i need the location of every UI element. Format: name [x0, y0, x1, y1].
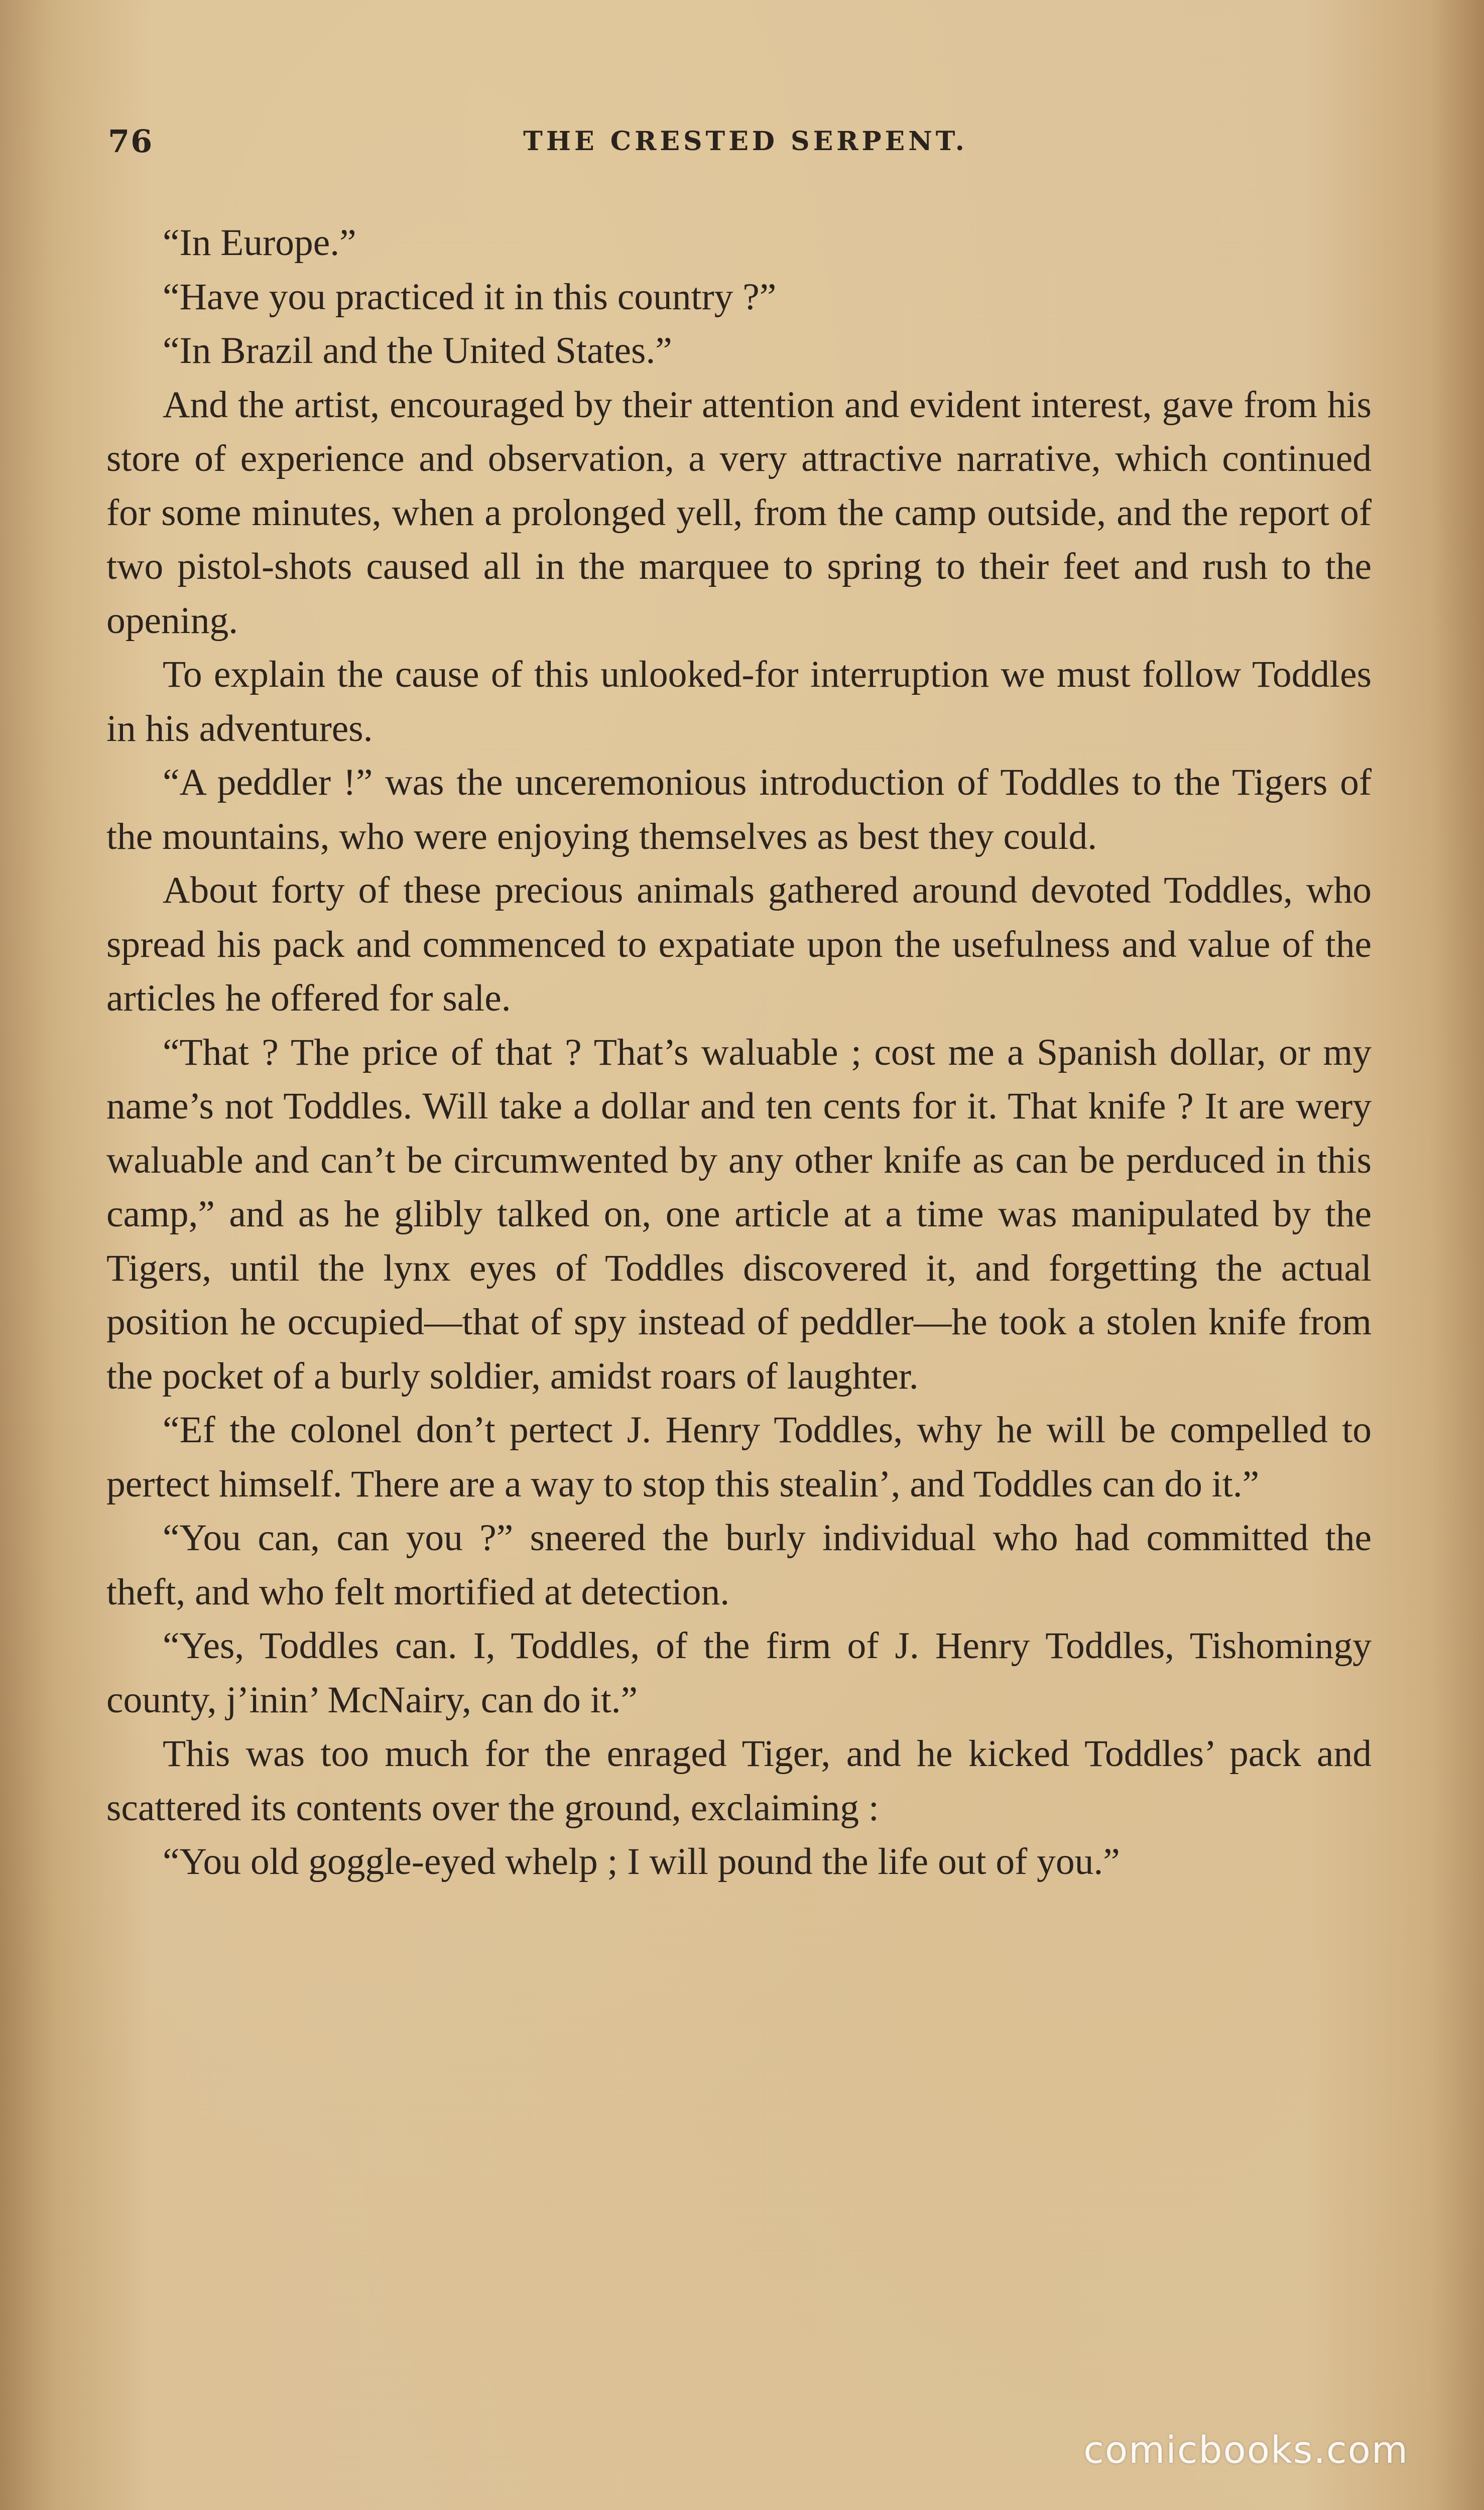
- paragraph: “In Europe.”: [163, 222, 356, 264]
- paragraph: “Yes, Toddles can. I, Toddles, of the firm of J. Henry Toddles, Tishomingy county, j’inin’ McNairy, can do it.”: [106, 1625, 1372, 1721]
- page-header: [108, 123, 1383, 163]
- paragraph: This was too much for the enraged Tiger, and he kicked Toddles’ pack and scattered its contents over the ground, exclaiming :: [106, 1733, 1372, 1829]
- page-number: 76: [108, 123, 154, 160]
- paragraph: “That ? The price of that ? That’s waluable ; cost me a Spanish dollar, or my name’s not Toddles. Will take a dollar and ten cents for it. That knife ? It are wery waluable and can’t be circumwented by any other knife as can be perduced in this camp,” and as he glibly talked on, one article at a time was manipulated by the Tigers, until the lynx eyes of Toddles discovered it, and forgetting the actual position he occupied—that of spy instead of peddler—he took a stolen knife from the pocket of a burly soldier, amidst roars of laughter.: [106, 1031, 1372, 1397]
- paragraph: “You can, can you ?” sneered the burly individual who had committed the theft, and who felt mortified at detection.: [106, 1517, 1372, 1613]
- paragraph: To explain the cause of this unlooked-for interruption we must follow Toddles in his adventures.: [106, 654, 1372, 749]
- running-head: THE CRESTED SERPENT.: [523, 126, 968, 157]
- watermark: comicbooks.com: [1083, 2429, 1409, 2472]
- body-text: [106, 216, 1372, 1889]
- paragraph: “In Brazil and the United States.”: [163, 330, 672, 371]
- paragraph: “A peddler !” was the unceremonious introduction of Toddles to the Tigers of the mountains, who were enjoying themselves as best they could.: [106, 762, 1372, 857]
- paragraph: About forty of these precious animals gathered around devoted Toddles, who spread his pack and commenced to expatiate upon the usefulness and value of the articles he offered for sale.: [106, 869, 1372, 1019]
- paragraph: “Ef the colonel don’t pertect J. Henry Toddles, why he will be compelled to pertect himself. There are a way to stop this stealin’, and Toddles can do it.”: [106, 1409, 1372, 1505]
- paragraph: “Have you practiced it in this country ?”: [163, 276, 777, 318]
- paragraph: And the artist, encouraged by their attention and evident interest, gave from his store of experience and observation, a very attractive narrative, which continued for some minutes, when a prolonged yell, from the camp outside, and the report of two pistol-shots caused all in the marquee to spring to their feet and rush to the opening.: [106, 384, 1372, 642]
- paragraph: “You old goggle-eyed whelp ; I will pound the life out of you.”: [163, 1841, 1120, 1882]
